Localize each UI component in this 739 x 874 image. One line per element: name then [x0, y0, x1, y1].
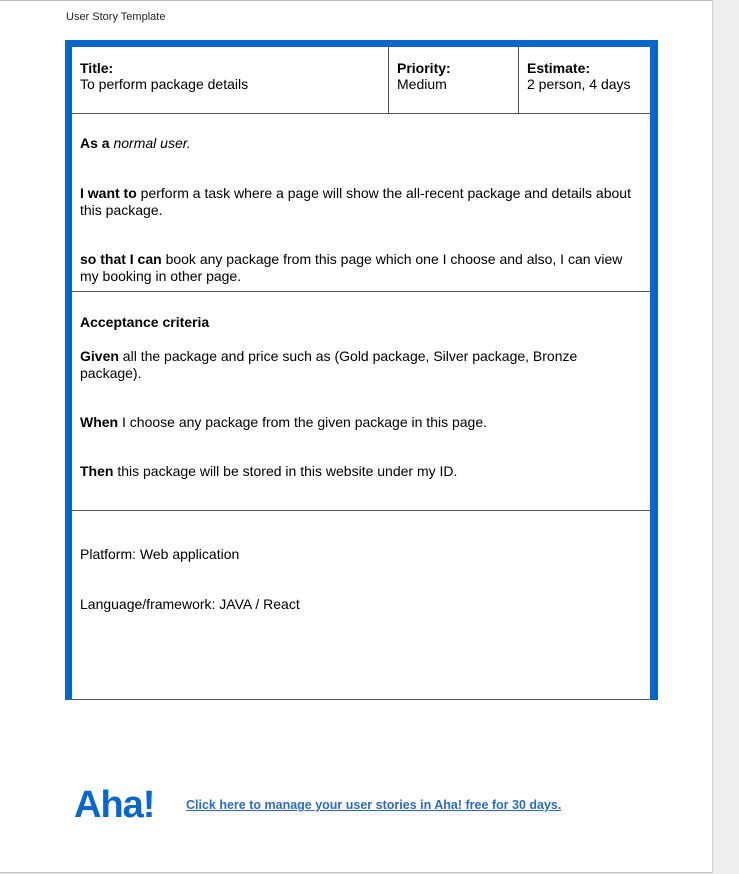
given-paragraph — [80, 348, 640, 382]
technical-row — [72, 511, 650, 700]
story-description-row — [72, 114, 650, 292]
estimate-cell — [519, 47, 650, 114]
so-that-label: so that I can — [80, 251, 162, 267]
i-want-value: perform a task where a page will show the all-recent package and details about this package. — [80, 185, 631, 218]
title-cell — [72, 47, 389, 114]
page-header-title: User Story Template — [66, 11, 166, 23]
story-header-row — [72, 47, 650, 114]
so-that-value: book any package from this page which one I choose and also, I can view my booking in other page. — [80, 251, 623, 284]
priority-label: Priority: — [397, 60, 451, 76]
as-a-paragraph — [80, 135, 640, 152]
then-label: Then — [80, 463, 114, 479]
language-text: Language/framework: JAVA / React — [80, 596, 300, 612]
then-paragraph — [80, 463, 640, 480]
given-label: Given — [80, 348, 119, 364]
vertical-scrollbar[interactable] — [714, 0, 739, 874]
acceptance-criteria-row — [72, 292, 650, 511]
so-that-paragraph — [80, 251, 640, 285]
estimate-value: 2 person, 4 days — [527, 76, 631, 92]
title-value: To perform package details — [80, 76, 249, 92]
then-value: this package will be stored in this website under my ID. — [117, 463, 458, 479]
acceptance-heading-text: Acceptance criteria — [80, 314, 210, 330]
as-a-label: As a — [80, 135, 110, 151]
i-want-paragraph — [80, 185, 640, 219]
title-label: Title: — [80, 60, 114, 76]
user-story-card — [65, 40, 658, 700]
manage-stories-link[interactable]: Click here to manage your user stories in Aha! free for 30 days. — [186, 798, 562, 812]
acceptance-heading — [80, 314, 640, 331]
when-paragraph — [80, 414, 640, 431]
as-a-value: normal user. — [113, 135, 191, 151]
i-want-label: I want to — [80, 185, 137, 201]
when-label: When — [80, 414, 119, 430]
given-value: all the package and price such as (Gold package, Silver package, Bronze package). — [80, 348, 578, 381]
estimate-label: Estimate: — [527, 60, 591, 76]
priority-value: Medium — [397, 76, 447, 92]
aha-logo: Aha! — [74, 784, 155, 826]
when-value: I choose any package from the given package in this page. — [122, 414, 488, 430]
page-top-edge — [0, 0, 712, 6]
platform-text: Platform: Web application — [80, 546, 240, 562]
priority-cell — [389, 47, 519, 114]
